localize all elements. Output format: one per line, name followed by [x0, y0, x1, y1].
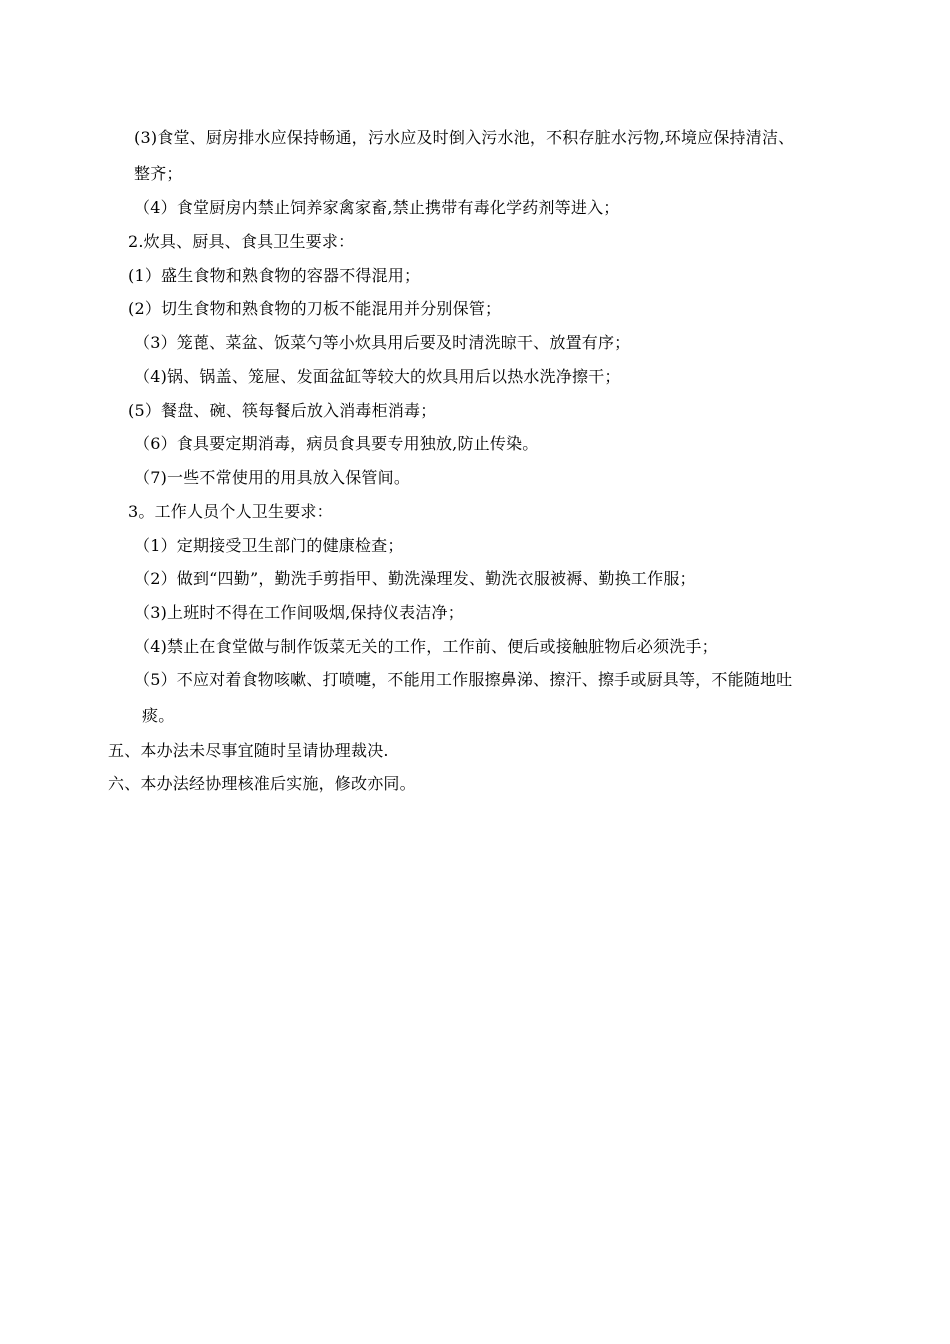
article-heading: 五、本办法未尽事宜随时呈请协理裁决.	[108, 741, 389, 760]
paragraph-line: （4）食堂厨房内禁止饲养家禽家畜,禁止携带有毒化学药剂等进入；	[134, 198, 620, 217]
paragraph-line: （7)一些不常使用的用具放入保管间。	[134, 468, 411, 487]
paragraph-line: (2）切生食物和熟食物的刀板不能混用并分别保管；	[128, 299, 502, 318]
article-heading: 六、本办法经协理核准后实施，修改亦同。	[108, 774, 416, 793]
paragraph-line: 整齐；	[134, 164, 183, 183]
paragraph-line: （1）定期接受卫生部门的健康检查；	[134, 536, 404, 555]
paragraph-line: （6）食具要定期消毒，病员食具要专用独放,防止传染。	[134, 434, 539, 453]
paragraph-line: (5）餐盘、碗、筷每餐后放入消毒柜消毒；	[128, 401, 437, 420]
paragraph-line: 痰。	[142, 706, 175, 725]
paragraph-line: （3)上班时不得在工作间吸烟,保持仪表洁净；	[134, 603, 464, 622]
paragraph-line: （3）笼蓖、菜盆、饭菜勺等小炊具用后要及时清洗晾干、放置有序；	[134, 333, 631, 352]
paragraph-line: （4)禁止在食堂做与制作饭菜无关的工作，工作前、便后或接触脏物后必须洗手；	[134, 637, 718, 656]
section-heading: 3。工作人员个人卫生要求：	[128, 502, 333, 521]
paragraph-line: (1）盛生食物和熟食物的容器不得混用；	[128, 266, 421, 285]
paragraph-line: （4)锅、锅盖、笼屉、发面盆缸等较大的炊具用后以热水洗净擦干；	[134, 367, 621, 386]
paragraph-line: （2）做到“四勤”，勤洗手剪指甲、勤洗澡理发、勤洗衣服被褥、勤换工作服；	[134, 569, 696, 588]
paragraph-line: （5）不应对着食物咳嗽、打喷嚏，不能用工作服擦鼻涕、擦汗、擦手或厨具等，不能随地吐	[134, 670, 793, 689]
paragraph-line: (3)食堂、厨房排水应保持畅通，污水应及时倒入污水池，不积存脏水污物,环境应保持清洁、	[134, 128, 795, 147]
section-heading: 2.炊具、厨具、食具卫生要求：	[128, 232, 355, 251]
